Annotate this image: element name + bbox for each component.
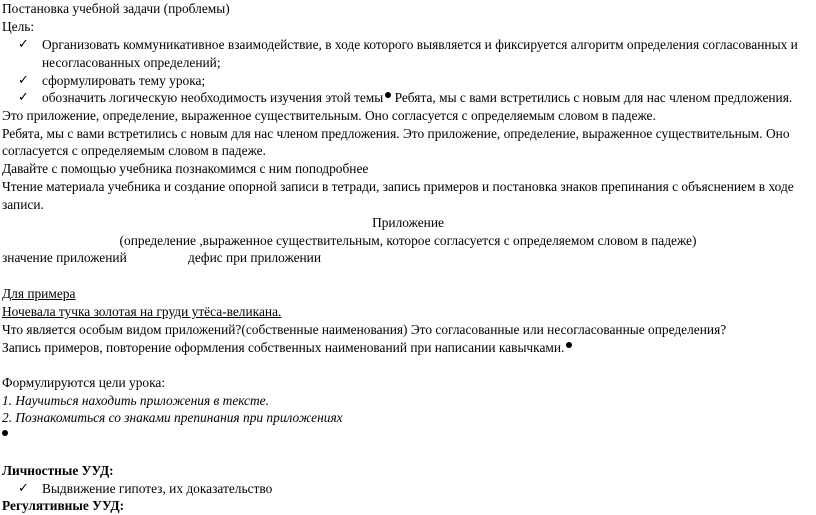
goal-item-3 bbox=[42, 89, 792, 107]
goal-item-1-line-b: несогласованных определений; bbox=[42, 55, 221, 70]
record-text: Запись примеров, повторение оформления собственных наименований при написании кавычками. bbox=[2, 340, 565, 355]
goal-item-3-text: обозначить логическую необходимость изучения этой темы bbox=[42, 90, 384, 105]
record-line bbox=[2, 339, 572, 357]
scheme-left-column: значение приложений bbox=[2, 250, 127, 265]
question-line: Что является особым видом приложений?(собственные наименования) Это согласованные или несогласованные определения? bbox=[2, 322, 727, 337]
scheme-title: Приложение bbox=[372, 215, 444, 230]
paragraph-2-line-b: согласуется с определяемым словом в падеже. bbox=[2, 143, 266, 158]
paragraph-4-line-b: записи. bbox=[2, 197, 44, 212]
paragraph-3: Давайте с помощью учебника познакомимся с ним поподробнее bbox=[2, 161, 369, 176]
goal-item-2: сформулировать тему урока; bbox=[42, 73, 206, 88]
example-sentence: Ночевала тучка золотая на груди утёса-великана. bbox=[2, 304, 282, 319]
example-label: Для примера bbox=[2, 286, 76, 301]
goal-label: Цель: bbox=[2, 19, 35, 34]
bullet-dot-icon bbox=[2, 430, 8, 436]
paragraph-4-line-a: Чтение материала учебника и создание опорной записи в тетради, запись примеров и постановка знаков препинания с объяснением в ходе bbox=[2, 179, 794, 194]
aims-heading: Формулируются цели урока: bbox=[2, 375, 166, 390]
paragraph-1: Это приложение, определение, выраженное существительным. Оно согласуется с определяемым словом в падеже. bbox=[2, 108, 656, 123]
goal-item-1-line-a: Организовать коммуникативное взаимодействие, в ходе которого выявляется и фиксируется алгоритм определения согласованных и bbox=[42, 37, 798, 52]
checkmark-icon: ✓ bbox=[18, 73, 29, 88]
bullet-dot-icon bbox=[566, 342, 572, 348]
checkmark-icon: ✓ bbox=[18, 37, 29, 52]
aim-1: 1. Научиться находить приложения в тексте. bbox=[2, 393, 269, 408]
personal-uud-item: Выдвижение гипотез, их доказательство bbox=[42, 481, 273, 496]
scheme-right-column: дефис при приложении bbox=[188, 250, 322, 265]
regulative-uud-label: Регулятивные УУД: bbox=[2, 498, 125, 513]
section-title: Постановка учебной задачи (проблемы) bbox=[2, 1, 230, 16]
bullet-line bbox=[2, 427, 8, 445]
goal-item-3-tail: Ребята, мы с вами встретились с новым для нас членом предложения. bbox=[391, 90, 793, 105]
paragraph-2-line-a: Ребята, мы с вами встретились с новым для нас членом предложения. Это приложение, определение, выраженное существительным. Оно bbox=[2, 126, 790, 141]
aim-2: 2. Познакомиться со знаками препинания при приложениях bbox=[2, 410, 343, 425]
scheme-subtitle: (определение ,выраженное существительным, которое согласуется с определяемом словом в падеже) bbox=[119, 233, 697, 248]
personal-uud-label: Личностные УУД: bbox=[2, 463, 114, 478]
checkmark-icon: ✓ bbox=[18, 481, 29, 496]
checkmark-icon: ✓ bbox=[18, 90, 29, 105]
